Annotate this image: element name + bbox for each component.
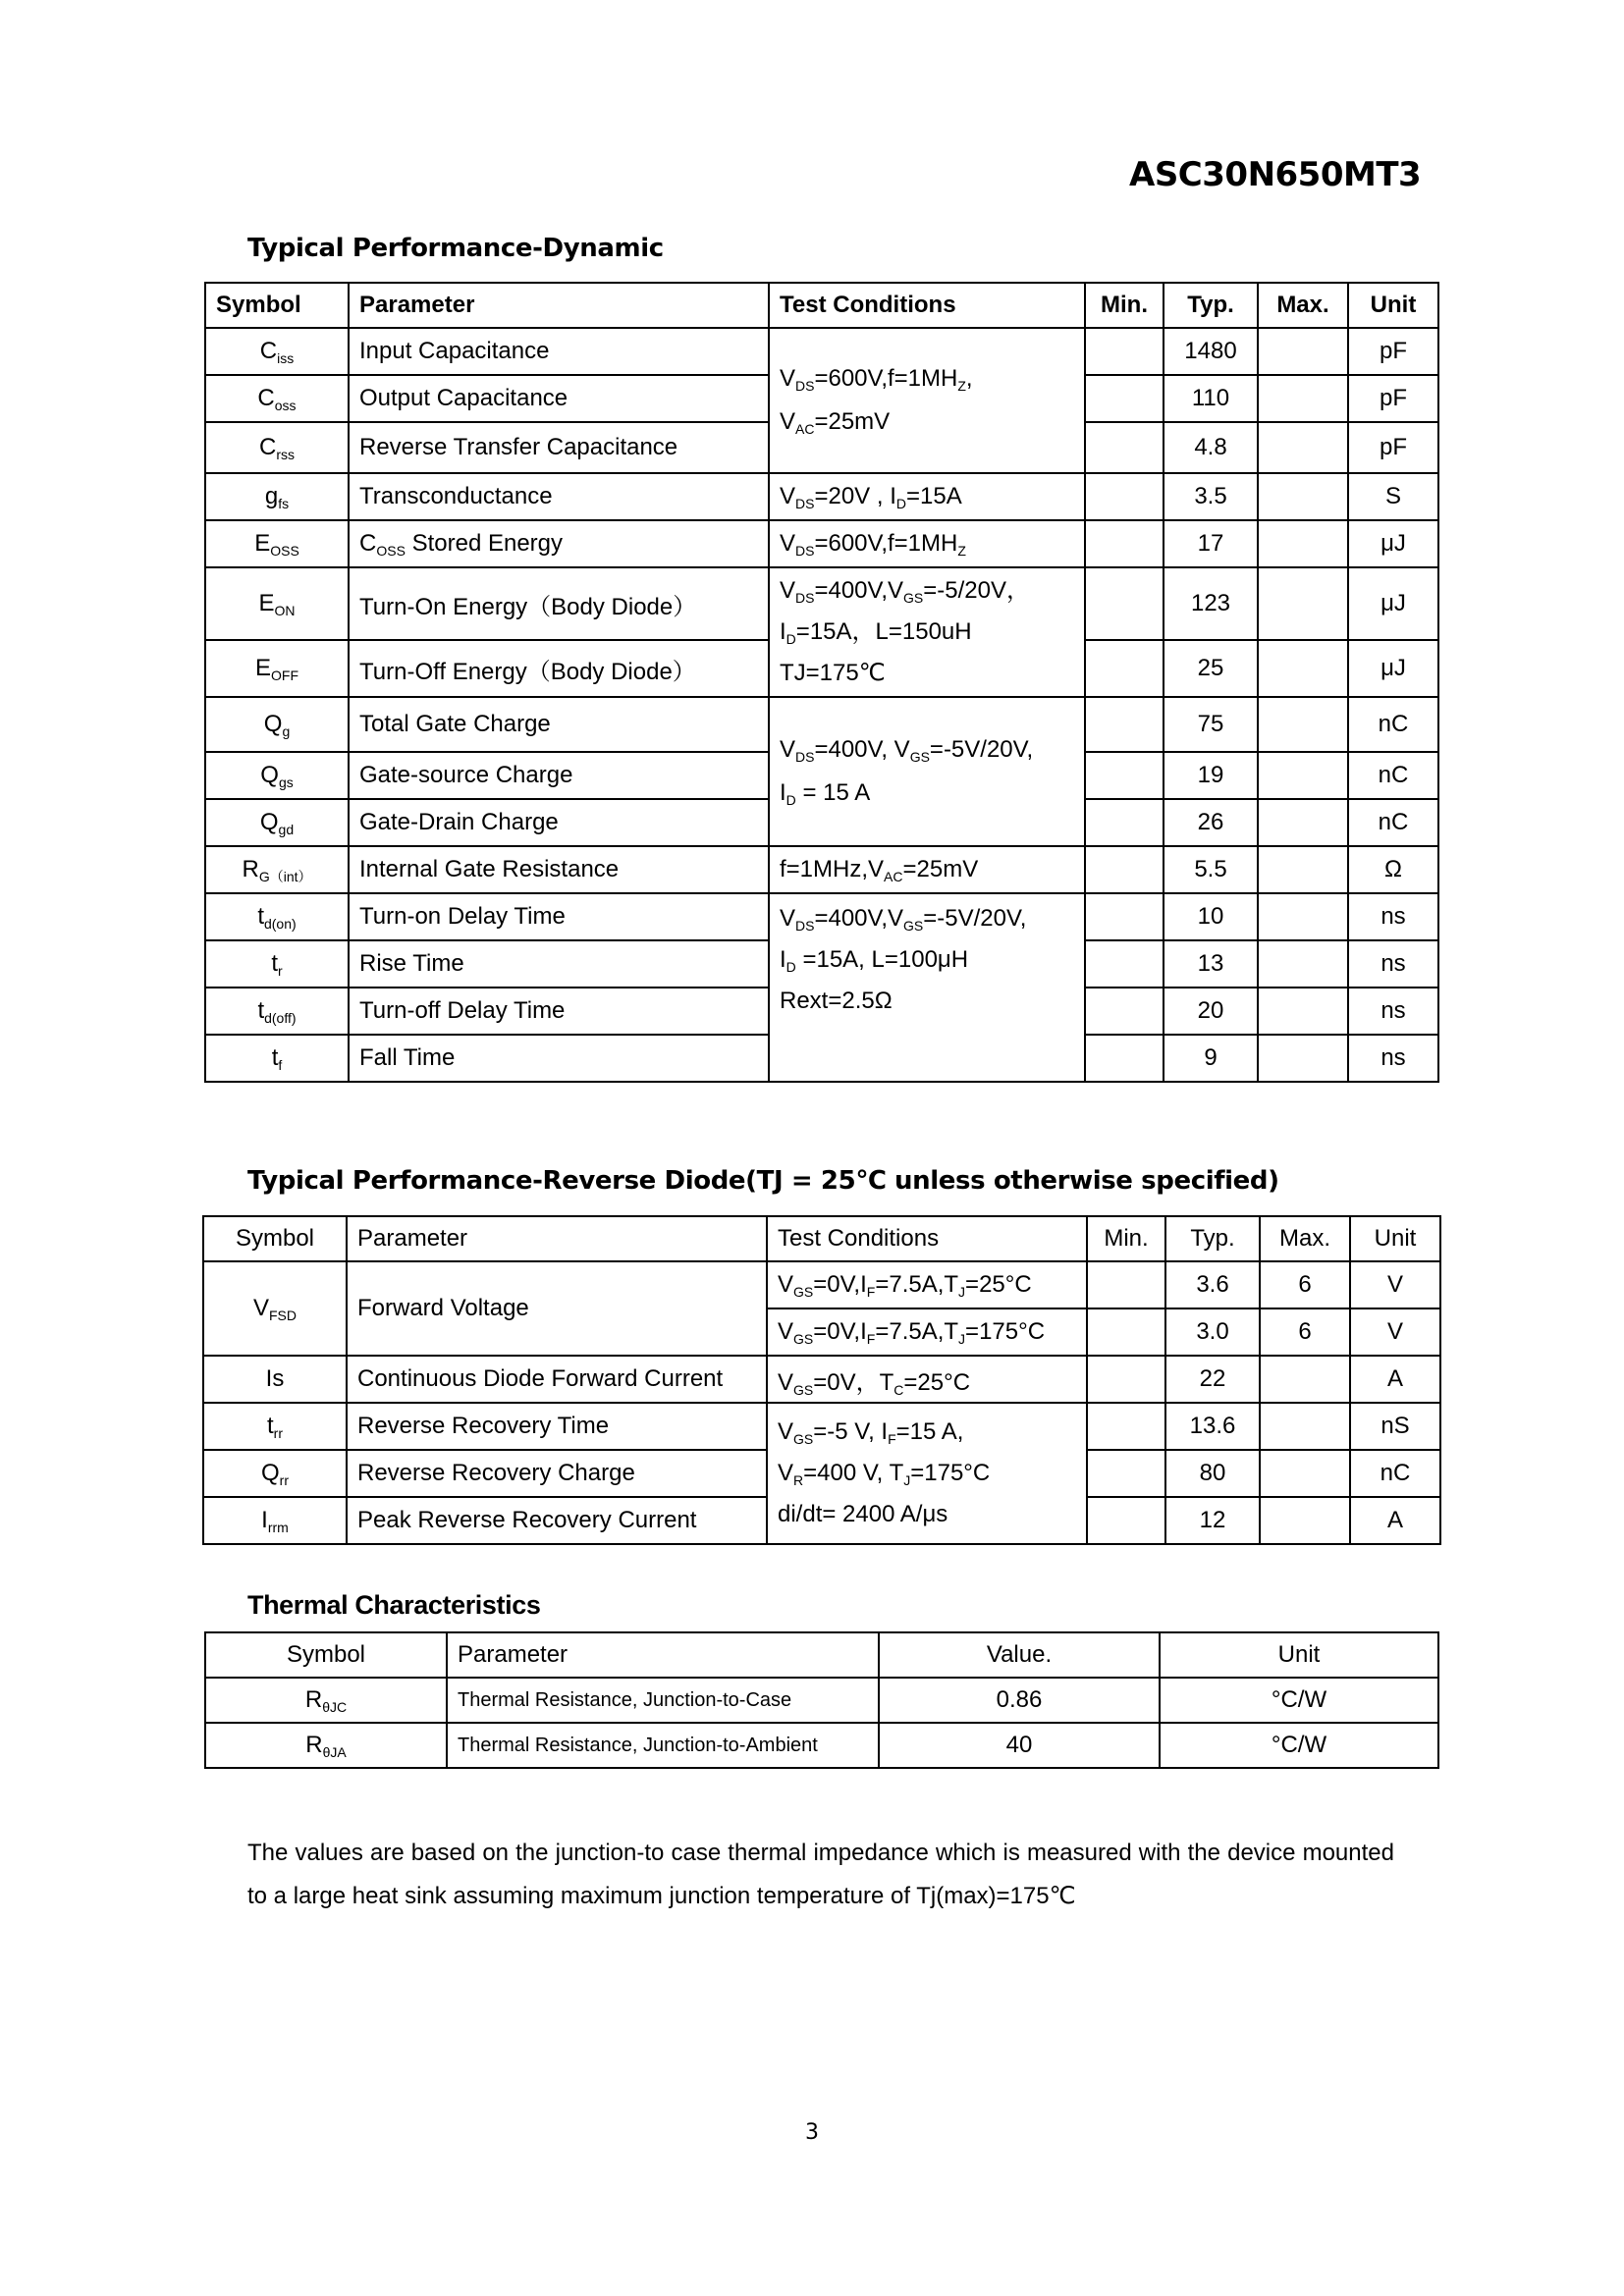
typ-cell: 75 [1164, 697, 1258, 752]
col-header-symbol: Symbol [203, 1216, 347, 1261]
test-conditions-cell: $V_{DS}=400V,V_{GS}=-5/20V$， $I_D=15A$，L=150uH TJ=175℃ [769, 567, 1085, 697]
unit-cell: pF [1348, 422, 1438, 473]
typ-cell: 10 [1164, 893, 1258, 940]
col-header-parameter: Parameter [347, 1216, 767, 1261]
table-row [205, 473, 1438, 520]
col-header-parameter: Parameter [447, 1632, 879, 1678]
reverse-diode-section-title: Typical Performance-Reverse Diode(TJ = 25℃ unless otherwise specified) [247, 1166, 1279, 1196]
test-conditions-cell: $V_{DS}=600V,f=1MH_Z$, $V_{AC}=25mV$ [769, 328, 1085, 473]
typ-cell: 1480 [1164, 328, 1258, 375]
max-cell: 6 [1260, 1261, 1350, 1308]
parameter-cell: Turn-on Delay Time [349, 893, 769, 940]
test-conditions-cell: $f=1MHz,V_{AC}=25mV$ [769, 846, 1085, 893]
min-cell [1085, 752, 1164, 799]
symbol-cell: $Q_{gd}$ [205, 799, 349, 846]
col-header-symbol: Symbol [205, 283, 349, 328]
symbol-cell: $t_r$ [205, 940, 349, 988]
symbol-cell: $E_{OSS}$ [205, 520, 349, 567]
col-header-test-conditions: Test Conditions [767, 1216, 1087, 1261]
dynamic-section-title: Typical Performance-Dynamic [247, 234, 664, 263]
symbol-cell: $R_{\theta JA}$ [205, 1723, 447, 1768]
parameter-cell: Transconductance [349, 473, 769, 520]
unit-cell: Ω [1348, 846, 1438, 893]
unit-cell: A [1350, 1356, 1440, 1403]
thermal-table [204, 1631, 1439, 1769]
symbol-cell: $g_{fs}$ [205, 473, 349, 520]
symbol-cell: $C_{oss}$ [205, 375, 349, 422]
min-cell [1085, 567, 1164, 640]
max-cell [1258, 988, 1348, 1035]
typ-cell: 13 [1164, 940, 1258, 988]
parameter-cell: Forward Voltage [347, 1261, 767, 1356]
thermal-note: The values are based on the junction-to case thermal impedance which is measured with the device mounted to a large heat sink assuming maximum junction temperature of Tj(max)=175℃ [247, 1840, 1394, 1909]
min-cell [1087, 1308, 1165, 1356]
test-conditions-cell: $V_{GS}=0V$，$T_C=25^\circ C$ [767, 1356, 1087, 1403]
typ-cell: 17 [1164, 520, 1258, 567]
parameter-cell: Rise Time [349, 940, 769, 988]
max-cell [1258, 328, 1348, 375]
symbol-cell: $V_{FSD}$ [203, 1261, 347, 1356]
parameter-cell: Thermal Resistance, Junction-to-Case [447, 1678, 879, 1723]
test-conditions-cell: $V_{DS}=400V,V_{GS}=-5V/20V$, $I_D =15A$, L=100μH Rext=2.5Ω [769, 893, 1085, 1082]
symbol-cell: $t_{d(off)}$ [205, 988, 349, 1035]
parameter-cell: Turn-off Delay Time [349, 988, 769, 1035]
max-cell [1258, 640, 1348, 697]
min-cell [1087, 1261, 1165, 1308]
parameter-cell: Peak Reverse Recovery Current [347, 1497, 767, 1544]
page-number: 3 [805, 2120, 819, 2145]
col-header-parameter: Parameter [349, 283, 769, 328]
typ-cell: 80 [1165, 1450, 1260, 1497]
table-row [203, 1403, 1440, 1450]
min-cell [1087, 1403, 1165, 1450]
value-cell: 0.86 [879, 1678, 1160, 1723]
parameter-cell: Fall Time [349, 1035, 769, 1082]
unit-cell: ns [1348, 1035, 1438, 1082]
col-header-min: Min. [1087, 1216, 1165, 1261]
parameter-cell: Thermal Resistance, Junction-to-Ambient [447, 1723, 879, 1768]
parameter-cell: Gate-Drain Charge [349, 799, 769, 846]
min-cell [1085, 893, 1164, 940]
col-header-unit: Unit [1350, 1216, 1440, 1261]
typ-cell: 25 [1164, 640, 1258, 697]
typ-cell: 12 [1165, 1497, 1260, 1544]
col-header-unit: Unit [1348, 283, 1438, 328]
table-row [203, 1261, 1440, 1308]
max-cell [1260, 1403, 1350, 1450]
typ-cell: 13.6 [1165, 1403, 1260, 1450]
typ-cell: 20 [1164, 988, 1258, 1035]
min-cell [1085, 846, 1164, 893]
parameter-cell: $C_{OSS}$ Stored Energy [349, 520, 769, 567]
max-cell [1260, 1497, 1350, 1544]
max-cell [1258, 940, 1348, 988]
max-cell [1258, 567, 1348, 640]
min-cell [1085, 422, 1164, 473]
unit-cell: V [1350, 1308, 1440, 1356]
typ-cell: 3.0 [1165, 1308, 1260, 1356]
symbol-cell: Is [203, 1356, 347, 1403]
value-cell: 40 [879, 1723, 1160, 1768]
max-cell [1258, 697, 1348, 752]
unit-cell: nC [1348, 799, 1438, 846]
symbol-cell: $C_{rss}$ [205, 422, 349, 473]
col-header-max: Max. [1258, 283, 1348, 328]
part-number: ASC30N650MT3 [1129, 155, 1422, 194]
symbol-cell: $t_f$ [205, 1035, 349, 1082]
min-cell [1085, 940, 1164, 988]
typ-cell: 110 [1164, 375, 1258, 422]
parameter-cell: Gate-source Charge [349, 752, 769, 799]
unit-cell: pF [1348, 375, 1438, 422]
min-cell [1085, 697, 1164, 752]
max-cell [1258, 846, 1348, 893]
thermal-section-title: Thermal Characteristics [247, 1590, 541, 1620]
unit-cell: μJ [1348, 640, 1438, 697]
max-cell [1258, 520, 1348, 567]
table-row [205, 893, 1438, 940]
unit-cell: V [1350, 1261, 1440, 1308]
unit-cell: S [1348, 473, 1438, 520]
col-header-typ: Typ. [1165, 1216, 1260, 1261]
typ-cell: 9 [1164, 1035, 1258, 1082]
typ-cell: 4.8 [1164, 422, 1258, 473]
parameter-cell: Total Gate Charge [349, 697, 769, 752]
symbol-cell: $Q_{rr}$ [203, 1450, 347, 1497]
unit-cell: ns [1348, 893, 1438, 940]
table-row [205, 846, 1438, 893]
max-cell [1258, 752, 1348, 799]
table-row [205, 1723, 1438, 1768]
min-cell [1085, 1035, 1164, 1082]
symbol-cell: $I_{rrm}$ [203, 1497, 347, 1544]
parameter-cell: Output Capacitance [349, 375, 769, 422]
parameter-cell: Input Capacitance [349, 328, 769, 375]
max-cell [1258, 375, 1348, 422]
max-cell [1258, 799, 1348, 846]
min-cell [1087, 1450, 1165, 1497]
parameter-cell: Reverse Recovery Charge [347, 1450, 767, 1497]
max-cell [1258, 893, 1348, 940]
col-header-max: Max. [1260, 1216, 1350, 1261]
typ-cell: 3.6 [1165, 1261, 1260, 1308]
unit-cell: pF [1348, 328, 1438, 375]
max-cell [1258, 473, 1348, 520]
symbol-cell: $C_{iss}$ [205, 328, 349, 375]
symbol-cell: $E_{ON}$ [205, 567, 349, 640]
parameter-cell: Reverse Recovery Time [347, 1403, 767, 1450]
min-cell [1085, 799, 1164, 846]
dynamic-table [204, 282, 1439, 1083]
unit-cell: ns [1348, 988, 1438, 1035]
table-row [205, 567, 1438, 640]
symbol-cell: $t_{d(on)}$ [205, 893, 349, 940]
parameter-cell: Internal Gate Resistance [349, 846, 769, 893]
symbol-cell: $t_{rr}$ [203, 1403, 347, 1450]
unit-cell: nC [1348, 752, 1438, 799]
test-conditions-cell: $V_{GS}=0V,I_F=7.5A,T_J=175^\circ C$ [767, 1308, 1087, 1356]
test-conditions-cell: $V_{DS}=400V$, $V_{GS}=-5V/20V$, $I_D = 15$ A [769, 697, 1085, 846]
unit-cell: °C/W [1160, 1678, 1438, 1723]
reverse-diode-table [202, 1215, 1441, 1545]
typ-cell: 22 [1165, 1356, 1260, 1403]
min-cell [1085, 328, 1164, 375]
col-header-unit: Unit [1160, 1632, 1438, 1678]
typ-cell: 19 [1164, 752, 1258, 799]
unit-cell: μJ [1348, 567, 1438, 640]
col-header-value: Value. [879, 1632, 1160, 1678]
table-row [205, 1678, 1438, 1723]
max-cell [1258, 1035, 1348, 1082]
symbol-cell: $Q_{gs}$ [205, 752, 349, 799]
table-row [203, 1356, 1440, 1403]
unit-cell: A [1350, 1497, 1440, 1544]
max-cell [1260, 1450, 1350, 1497]
col-header-test-conditions: Test Conditions [769, 283, 1085, 328]
max-cell [1260, 1356, 1350, 1403]
parameter-cell: Continuous Diode Forward Current [347, 1356, 767, 1403]
min-cell [1085, 520, 1164, 567]
min-cell [1085, 640, 1164, 697]
col-header-min: Min. [1085, 283, 1164, 328]
min-cell [1085, 988, 1164, 1035]
symbol-cell: $E_{OFF}$ [205, 640, 349, 697]
min-cell [1085, 473, 1164, 520]
test-conditions-cell: $V_{GS}=-5$ V, $I_F=15$ A, $V_R=400$ V, $T_J=175^\circ C$ di/dt= 2400 A/μs [767, 1403, 1087, 1544]
parameter-cell: Turn-Off Energy（Body Diode） [349, 640, 769, 697]
table-row [205, 520, 1438, 567]
typ-cell: 26 [1164, 799, 1258, 846]
typ-cell: 123 [1164, 567, 1258, 640]
unit-cell: nC [1348, 697, 1438, 752]
test-conditions-cell: $V_{DS}=20V$ , $I_D=15A$ [769, 473, 1085, 520]
max-cell [1258, 422, 1348, 473]
min-cell [1087, 1497, 1165, 1544]
unit-cell: μJ [1348, 520, 1438, 567]
col-header-typ: Typ. [1164, 283, 1258, 328]
unit-cell: °C/W [1160, 1723, 1438, 1768]
test-conditions-cell: $V_{GS}=0V,I_F=7.5A,T_J=25^\circ C$ [767, 1261, 1087, 1308]
table-row [205, 697, 1438, 752]
test-conditions-cell: $V_{DS}=600V,f=1MH_Z$ [769, 520, 1085, 567]
symbol-cell: $R_{\theta JC}$ [205, 1678, 447, 1723]
parameter-cell: Reverse Transfer Capacitance [349, 422, 769, 473]
unit-cell: nS [1350, 1403, 1440, 1450]
typ-cell: 3.5 [1164, 473, 1258, 520]
typ-cell: 5.5 [1164, 846, 1258, 893]
parameter-cell: Turn-On Energy（Body Diode） [349, 567, 769, 640]
table-row [205, 328, 1438, 375]
min-cell [1087, 1356, 1165, 1403]
symbol-cell: $R_{G(int)}$ [205, 846, 349, 893]
symbol-cell: $Q_g$ [205, 697, 349, 752]
min-cell [1085, 375, 1164, 422]
unit-cell: ns [1348, 940, 1438, 988]
unit-cell: nC [1350, 1450, 1440, 1497]
col-header-symbol: Symbol [205, 1632, 447, 1678]
max-cell: 6 [1260, 1308, 1350, 1356]
